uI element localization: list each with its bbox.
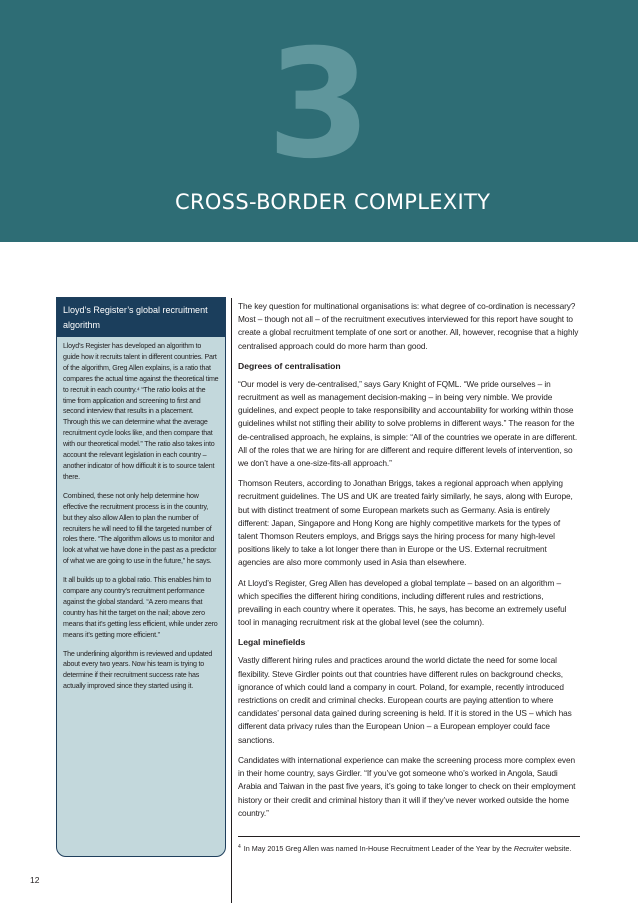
footnote-text: In May 2015 Greg Allen was named In-House Recruitment Leader of the Year by the [243, 844, 514, 853]
sidebar-paragraph: The underlining algorithm is reviewed and updated about every two years. Now his team is trying to determine if their recruitment success rate has actually improved since they started using it. [63, 649, 213, 691]
main-column [238, 300, 580, 827]
footnote-marker: 4 [238, 844, 241, 850]
sidebar-paragraph: It all builds up to a global ratio. This enables him to compare any country’s recruitment performance against the global standard. “A zero means that country has hit the target on the nail; above zero means that it’s getting less efficient, while under zero means it’s getting more efficient.” [63, 576, 218, 639]
sidebar-paragraph: Lloyd’s Register has developed an algorithm to guide how it recruits talent in different countries. Part of the algorithm, Greg Allen explains, is a ratio that compares the actual time against the theoretical time to recruit in each country.⁴ “The ratio looks at the time from application and screening to first and second interview that results in a placement. Through this we can determine what the average recruitment cycle looks like, and then compare that with our theoretical model.” The ratio also takes into account the relevant legislation in each country – another indicator of how difficult it is to source talent there. [63, 342, 219, 481]
chapter-number: 3 [266, 18, 372, 192]
footnote-text-end: website. [543, 844, 572, 853]
sidebar-paragraph: Combined, these not only help determine how effective the recruitment process is in the country, but they also allow Allen to plan the number of recruiters he will need to fill the targeted number of roles there. “The algorithm allows us to monitor and look at what we have done in the past as a predictor of what we are going to use in the future,” he says. [63, 491, 217, 566]
body-paragraph: Vastly different hiring rules and practices around the world dictate the need for some local flexibility. Steve Girdler points out that countries have different rules on background checks, ignorance of which could land a company in court. Poland, for example, recently introduced restrictions on credit and criminal checks. European courts are paying attention to where candidates’ personal data gained during screening is held. If it is stored in the US – which has different data privacy rules than the European Union – a European employer could face sanctions. [238, 655, 572, 745]
footnote-publication: Recruiter [513, 844, 544, 853]
chapter-banner [0, 0, 638, 242]
section-heading: Degrees of centralisation [238, 360, 341, 371]
sidebar-title: Lloyd’s Register’s global recruitment algorithm [57, 298, 225, 337]
sidebar-body [57, 337, 225, 692]
page-number: 12 [30, 875, 40, 885]
body-paragraph: “Our model is very de-centralised,” says Gary Knight of FQML. “We pride ourselves – in recruitment as well as management decision-making – in being very nimble. We provide guidelines, and expect people to take responsibility and accountability for working within those guidelines whilst not stifling their ability to solve problems in different ways.” The reason for the de-centralised approach, he explains, is simple: “All of the countries we operate in are different. All of the roles that we are hiring for are different and require different levels of intervention, so we don’t have a one-size-fits-all approach.” [238, 378, 578, 469]
column-divider [231, 298, 232, 903]
intro-paragraph: The key question for multinational organisations is: what degree of co-ordination is necessary? Most – though not all – of the recruitment executives interviewed for this report have sought to create a global recruitment template of one sort or another. All, however, recognise that a highly centralised approach could do more harm than good. [238, 301, 579, 351]
chapter-title: CROSS-BORDER COMPLEXITY [175, 190, 491, 214]
footnote-divider [238, 836, 580, 837]
body-paragraph: Thomson Reuters, according to Jonathan Briggs, takes a regional approach when applying recruitment guidelines. The US and UK are treated fairly similarly, he says, along with Europe, but with distinct treatment of some European markets such as Germany. Asia is entirely different: Japan, Singapore and Hong Kong are highly competitive markets for the types of talent Thomson Reuters employs, and Briggs says the hiring process for many high-level positions likely to take a lot longer there than in Europe or the US. External recruitment agencies are also more commonly used in Asia than elsewhere. [238, 478, 573, 568]
body-paragraph: Candidates with international experience can make the screening process more complex even in their home country, says Girdler. “If you’ve got someone who’s worked in Angola, Saudi Arabia and Taiwan in the past five years, it’s going to take longer to check on their employment history or their credit and criminal history than it will if they’ve never worked outside the home country.” [238, 754, 576, 818]
section-heading: Legal minefields [238, 637, 306, 648]
body-paragraph: At Lloyd’s Register, Greg Allen has developed a global template – based on an algorithm – which specifies the different hiring conditions, including different rules and restrictions, prevailing in each country where it operates. This, he says, has become an extremely useful tool in managing recruitment risk at the global level (see the column). [238, 577, 567, 628]
sidebar-box [56, 297, 226, 857]
footnote [238, 842, 583, 854]
